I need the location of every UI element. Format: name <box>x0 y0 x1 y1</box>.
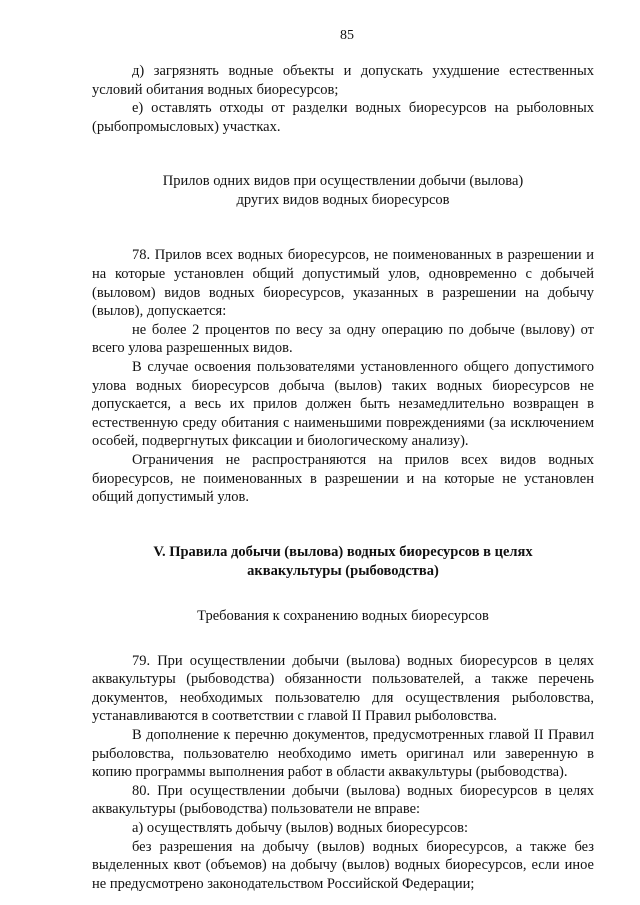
paragraph-80-a-permit: без разрешения на добычу (вылов) водных биоресурсов, а также без выделенных квот (объемов) на добычу (вылов) водных биоресурсов, если иное не предусмотрено законодательством Российской Федерации; <box>92 838 594 892</box>
paragraph-78-limit: не более 2 процентов по весу за одну операцию по добыче (вылову) от всего улова разрешенных видов. <box>92 321 594 357</box>
chapter-heading <box>92 543 594 581</box>
section-heading-line1: Прилов одних видов при осуществлении добычи (вылова) <box>162 173 524 190</box>
section-heading-bycatch <box>92 172 594 210</box>
paragraph-79-addition: В дополнение к перечню документов, предусмотренных главой II Правил рыболовства, пользователю необходимо иметь оригинал или заверенную в копию программы выполнения работ в области аквакультуры (рыбоводства). <box>92 727 594 781</box>
paragraph-78-case: В случае освоения пользователями установленного общего допустимого улова водных биоресурсов добыча (вылов) таких водных биоресурсов не допускается, а весь их прилов должен быть незамедлительно возвращен в естественную среду обитания с наименьшими повреждениями (за исключением особей, подвергнутых фиксации и биологическому анализу). <box>92 358 594 450</box>
section-heading-line2: других видов водных биоресурсов <box>236 192 450 209</box>
paragraph-e: е) оставлять отходы от разделки водных биоресурсов на рыболовных (рыбопромысловых) участках. <box>92 100 594 135</box>
chapter-heading-line2: аквакультуры (рыбоводства) <box>247 562 439 579</box>
paragraph-79: 79. При осуществлении добычи (вылова) водных биоресурсов в целях аквакультуры (рыбоводства) обязанности пользователей, а также перечень документов, необходимых пользователю для осуществления рыболовства, устанавливаются в соответствии с главой II Правил рыболовства. <box>92 652 594 725</box>
paragraph-80: 80. При осуществлении добычи (вылова) водных биоресурсов в целях аквакультуры (рыбоводства) пользователи не вправе: <box>92 782 594 818</box>
paragraph-d: д) загрязнять водные объекты и допускать ухудшение естественных условий обитания водных биоресурсов; <box>92 63 594 98</box>
paragraph-78: 78. Прилов всех водных биоресурсов, не поименованных в разрешении и на которые установлен общий допустимый улов, одновременно с добычей (выловом) видов водных биоресурсов, указанных в разрешении на добычу (вылов), допускается: <box>92 247 594 320</box>
paragraph-80-a: а) осуществлять добычу (вылов) водных биоресурсов: <box>132 820 469 837</box>
section-heading-preservation: Требования к сохранению водных биоресурсов <box>197 607 489 624</box>
page-number: 85 <box>340 28 354 43</box>
paragraph-78-restrictions: Ограничения не распространяются на прилов всех видов водных биоресурсов, не поименованных в разрешении и на которые не установлен общий допустимый улов. <box>92 451 594 506</box>
chapter-heading-line1: V. Правила добычи (вылова) водных биоресурсов в целях <box>153 543 533 560</box>
